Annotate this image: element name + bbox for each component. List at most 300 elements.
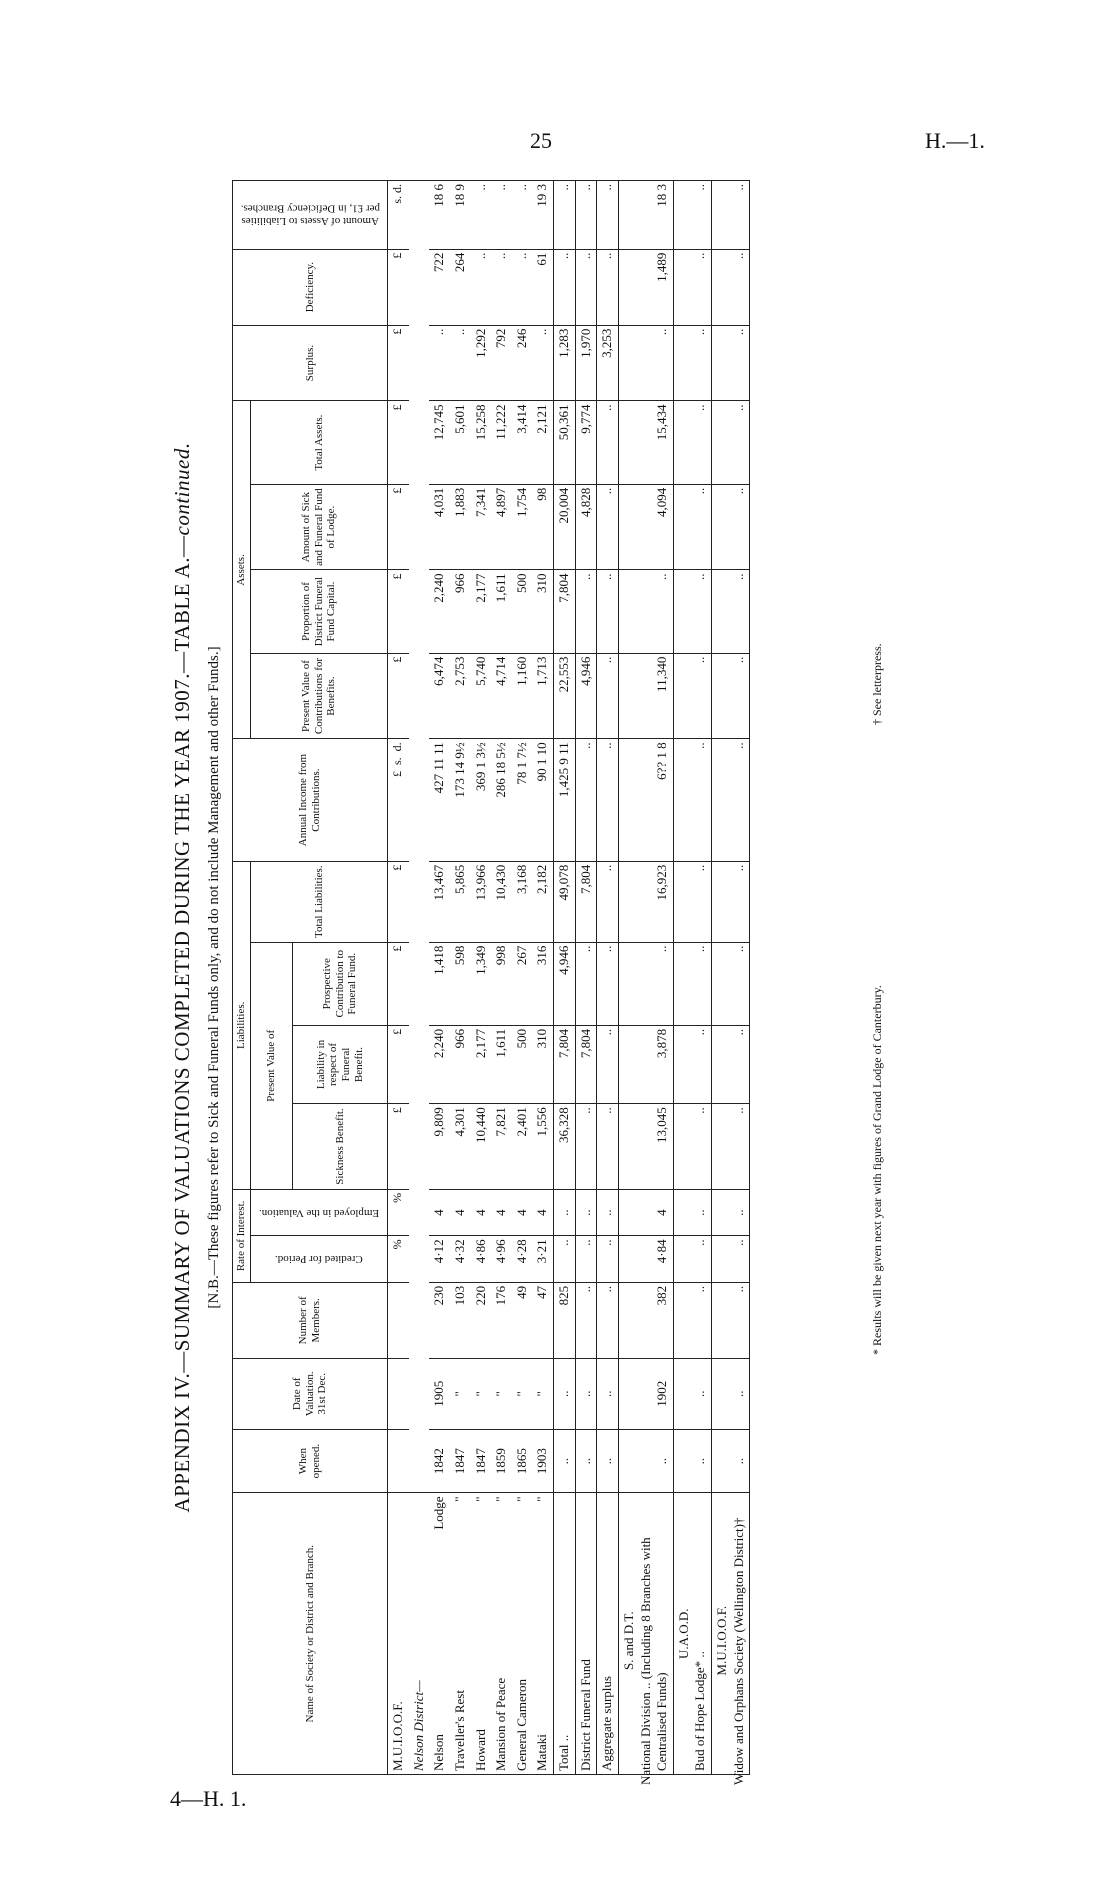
cell-employed: 4 bbox=[471, 1189, 492, 1236]
header-members: Number of Members. bbox=[233, 1282, 388, 1358]
cell-pv-contrib: .. bbox=[673, 653, 711, 739]
cell-deficiency: .. bbox=[512, 249, 533, 325]
unit-pct: % bbox=[388, 1236, 409, 1283]
cell-total-liab: .. bbox=[712, 861, 750, 942]
row-name bbox=[471, 1493, 492, 1775]
cell-income: 78 1 7½ bbox=[512, 739, 533, 861]
cell-amount-lodge: .. bbox=[673, 484, 711, 570]
cell-members: 220 bbox=[471, 1282, 492, 1358]
district-name: Nelson District— bbox=[409, 1493, 430, 1775]
society-name: U.A.O.D. bbox=[675, 1608, 691, 1660]
cell-prop-district: 7,804 bbox=[554, 570, 576, 653]
page-reference: H.—1. bbox=[925, 128, 985, 153]
header-when-opened: When opened. bbox=[233, 1429, 388, 1493]
cell-pv-contrib: .. bbox=[597, 653, 619, 739]
cell-opened: .. bbox=[575, 1429, 597, 1493]
cell-sickness: 7,821 bbox=[491, 1104, 512, 1190]
cell-sickness: 2,401 bbox=[512, 1104, 533, 1190]
unit-pound: £ bbox=[388, 484, 409, 570]
cell-amount-assets: .. bbox=[673, 181, 711, 250]
cell-income: 286 18 5½ bbox=[491, 739, 512, 861]
entry-name: Bud of Hope Lodge* .. bbox=[692, 1651, 708, 1771]
header-name: Name of Society or District and Branch. bbox=[233, 1493, 388, 1775]
unit-s: s. bbox=[390, 757, 404, 766]
district-fund-row bbox=[575, 181, 597, 1775]
cell-members: 382 bbox=[618, 1282, 673, 1358]
header-rate-interest: Rate of Interest. bbox=[233, 1189, 251, 1282]
cell-total-assets: 9,774 bbox=[575, 401, 597, 484]
cell-total-liab: 3,168 bbox=[512, 861, 533, 942]
cell-deficiency: 61 bbox=[532, 249, 553, 325]
cell-prop-district: 310 bbox=[532, 570, 553, 653]
cell-pv-contrib: 22,553 bbox=[554, 653, 576, 739]
header-credited-text: Credited for Period. bbox=[274, 1253, 363, 1266]
header-prospective: Prospective Contribution to Funeral Fund. bbox=[292, 942, 387, 1025]
cell-surplus: .. bbox=[450, 325, 471, 401]
cell-amount-lodge: 98 bbox=[532, 484, 553, 570]
header-employed-text: Employed in the Valuation. bbox=[258, 1206, 379, 1219]
branch-row bbox=[450, 181, 471, 1775]
entry-suffix: Lodge bbox=[431, 1496, 447, 1530]
cell-amount-lodge: .. bbox=[712, 484, 750, 570]
entry-suffix: " bbox=[472, 1496, 488, 1502]
cell-credited: 4·12 bbox=[429, 1236, 450, 1283]
cell-employed: .. bbox=[597, 1189, 619, 1236]
header-assets: Assets. bbox=[233, 401, 251, 739]
cell-liab-funeral: 2,177 bbox=[471, 1025, 492, 1103]
cell-credited: 4·86 bbox=[471, 1236, 492, 1283]
cell-opened: .. bbox=[712, 1429, 750, 1493]
header-proportion-district: Proportion of District Funeral Fund Capital. bbox=[250, 570, 387, 653]
cell-employed: 4 bbox=[450, 1189, 471, 1236]
cell-total-liab: 2,182 bbox=[532, 861, 553, 942]
header-present-value: Present Value of bbox=[250, 942, 292, 1189]
cell-total-assets: 5,601 bbox=[450, 401, 471, 484]
cell-total-liab: 13,467 bbox=[429, 861, 450, 942]
entry-suffix: " bbox=[534, 1496, 550, 1502]
cell-total-assets: 50,361 bbox=[554, 401, 576, 484]
cell-total-assets: .. bbox=[712, 401, 750, 484]
cell-amount-assets: .. bbox=[712, 181, 750, 250]
cell-deficiency: .. bbox=[491, 249, 512, 325]
unit-pound: £ bbox=[390, 771, 404, 778]
cell-surplus: 1,970 bbox=[575, 325, 597, 401]
cell-employed: 4 bbox=[512, 1189, 533, 1236]
cell-date: .. bbox=[712, 1358, 750, 1429]
cell-sickness: 9,809 bbox=[429, 1104, 450, 1190]
unit-pound: £ bbox=[388, 1025, 409, 1103]
entry-name: Total .. bbox=[556, 1734, 571, 1771]
cell-opened: 1847 bbox=[450, 1429, 471, 1493]
entry-suffix: " bbox=[451, 1496, 467, 1502]
row-name bbox=[512, 1493, 533, 1775]
unit-d: d. bbox=[390, 184, 404, 193]
cell-date: " bbox=[512, 1358, 533, 1429]
cell-prop-district: .. bbox=[673, 570, 711, 653]
society-name: S. and D.T. bbox=[620, 1611, 636, 1671]
cell-pv-contrib: 5,740 bbox=[471, 653, 492, 739]
unit-cell bbox=[388, 1282, 409, 1358]
branch-row bbox=[491, 181, 512, 1775]
cell-prospective: 316 bbox=[532, 942, 553, 1025]
cell-total-liab: 7,804 bbox=[575, 861, 597, 942]
cell-opened: .. bbox=[597, 1429, 619, 1493]
unit-d: d. bbox=[390, 742, 404, 752]
aggregate-row bbox=[597, 181, 619, 1775]
cell-sickness: 10,440 bbox=[471, 1104, 492, 1190]
sdt-row bbox=[618, 181, 673, 1775]
district-heading-row bbox=[409, 181, 430, 1775]
header-amount-sick-funeral: Amount of Sick and Funeral Fund of Lodge. bbox=[250, 484, 387, 570]
cell-income: 90 1 10 bbox=[532, 739, 553, 861]
row-name bbox=[532, 1493, 553, 1775]
cell-total-assets: 15,434 bbox=[618, 401, 673, 484]
header-pv-contributions: Present Value of Contributions for Benefits. bbox=[250, 653, 387, 739]
row-name bbox=[429, 1493, 450, 1775]
cell-surplus: 1,283 bbox=[554, 325, 576, 401]
cell-opened: 1859 bbox=[491, 1429, 512, 1493]
cell-credited: .. bbox=[712, 1236, 750, 1283]
cell-surplus: .. bbox=[618, 325, 673, 401]
cell-total-liab: 16,923 bbox=[618, 861, 673, 942]
cell-liab-funeral: 1,611 bbox=[491, 1025, 512, 1103]
cell-liab-funeral: 3,878 bbox=[618, 1025, 673, 1103]
cell-opened: 1847 bbox=[471, 1429, 492, 1493]
cell-deficiency: 1,489 bbox=[618, 249, 673, 325]
cell-liab-funeral: 7,804 bbox=[554, 1025, 576, 1103]
header-total-assets: Total Assets. bbox=[250, 401, 387, 484]
cell-amount-assets: 18 9 bbox=[450, 181, 471, 250]
cell-opened: 1865 bbox=[512, 1429, 533, 1493]
header-credited bbox=[250, 1236, 387, 1283]
row-name bbox=[597, 1493, 619, 1775]
footnote-star: * Results will be given next year with figures of Grand Lodge of Canterbury. bbox=[870, 985, 884, 1355]
cell-opened: .. bbox=[554, 1429, 576, 1493]
cell-sickness: 13,045 bbox=[618, 1104, 673, 1190]
cell-credited: 4·28 bbox=[512, 1236, 533, 1283]
cell-prospective: .. bbox=[575, 942, 597, 1025]
cell-total-assets: .. bbox=[673, 401, 711, 484]
cell-prop-district: 500 bbox=[512, 570, 533, 653]
cell-members: 49 bbox=[512, 1282, 533, 1358]
table-note: [N.B.—These figures refer to Sick and Funeral Funds only, and do not include Management and other Funds.] bbox=[206, 646, 222, 1309]
cell-amount-assets: .. bbox=[471, 181, 492, 250]
cell-prospective: 1,418 bbox=[429, 942, 450, 1025]
cell-prop-district: 2,240 bbox=[429, 570, 450, 653]
cell-amount-lodge: 7,341 bbox=[471, 484, 492, 570]
header-liabilities: Liabilities. bbox=[233, 861, 251, 1189]
cell-date: 1902 bbox=[618, 1358, 673, 1429]
cell-pv-contrib: 1,160 bbox=[512, 653, 533, 739]
cell-pv-contrib: 4,946 bbox=[575, 653, 597, 739]
footnote-dagger: † See letterpress. bbox=[870, 643, 884, 725]
row-name bbox=[712, 1493, 750, 1785]
unit-pound: £ bbox=[388, 325, 409, 401]
cell-sickness: 1,556 bbox=[532, 1104, 553, 1190]
cell-prospective: .. bbox=[673, 942, 711, 1025]
cell-amount-lodge: 1,883 bbox=[450, 484, 471, 570]
cell-date: " bbox=[471, 1358, 492, 1429]
cell-employed: .. bbox=[673, 1189, 711, 1236]
cell-total-assets: 15,258 bbox=[471, 401, 492, 484]
cell-date: .. bbox=[673, 1358, 711, 1429]
cell-date: 1905 bbox=[429, 1358, 450, 1429]
cell-total-assets: 3,414 bbox=[512, 401, 533, 484]
cell-amount-lodge: 4,897 bbox=[491, 484, 512, 570]
cell-prospective: 998 bbox=[491, 942, 512, 1025]
cell-members: .. bbox=[712, 1282, 750, 1358]
cell-date: " bbox=[532, 1358, 553, 1429]
cell-members: .. bbox=[673, 1282, 711, 1358]
entry-suffix: " bbox=[513, 1496, 529, 1502]
cell-surplus: 246 bbox=[512, 325, 533, 401]
cell-liab-funeral: 2,240 bbox=[429, 1025, 450, 1103]
entry-name: District Funeral Fund bbox=[577, 1659, 593, 1771]
cell-credited: 3·21 bbox=[532, 1236, 553, 1283]
cell-total-liab: 49,078 bbox=[554, 861, 576, 942]
cell-total-liab: 5,865 bbox=[450, 861, 471, 942]
cell-deficiency: .. bbox=[575, 249, 597, 325]
cell-liab-funeral: 966 bbox=[450, 1025, 471, 1103]
row-name bbox=[491, 1493, 512, 1775]
entry-name: National Division .. (Including 8 Branches with Centralised Funds) bbox=[637, 1537, 670, 1785]
cell-prop-district: .. bbox=[618, 570, 673, 653]
cell-deficiency: .. bbox=[597, 249, 619, 325]
cell-liab-funeral: 7,804 bbox=[575, 1025, 597, 1103]
header-date-valuation: Date of Valuation. 31st Dec. bbox=[233, 1358, 388, 1429]
title-main: APPENDIX IV.—SUMMARY OF VALUATIONS COMPLETED DURING THE YEAR 1907.—TABLE A.— bbox=[170, 535, 194, 1513]
cell-pv-contrib: 2,753 bbox=[450, 653, 471, 739]
cell-income: 427 11 11 bbox=[429, 739, 450, 861]
cell-sickness: .. bbox=[597, 1104, 619, 1190]
branch-row bbox=[512, 181, 533, 1775]
cell-date: .. bbox=[597, 1358, 619, 1429]
cell-total-assets: .. bbox=[597, 401, 619, 484]
cell-liab-funeral: .. bbox=[712, 1025, 750, 1103]
cell-amount-lodge: .. bbox=[597, 484, 619, 570]
cell-members: .. bbox=[575, 1282, 597, 1358]
row-name bbox=[673, 1493, 711, 1775]
cell-employed: .. bbox=[554, 1189, 576, 1236]
cell-credited: .. bbox=[554, 1236, 576, 1283]
unit-pound: £ bbox=[388, 570, 409, 653]
rotated-table-block bbox=[170, 180, 930, 1785]
cell-surplus: 792 bbox=[491, 325, 512, 401]
cell-sickness: .. bbox=[575, 1104, 597, 1190]
cell-credited: .. bbox=[575, 1236, 597, 1283]
cell-opened: 1842 bbox=[429, 1429, 450, 1493]
cell-prop-district: .. bbox=[597, 570, 619, 653]
unit-pound: £ bbox=[388, 861, 409, 942]
cell-prospective: .. bbox=[712, 942, 750, 1025]
cell-credited: 4·32 bbox=[450, 1236, 471, 1283]
branch-row bbox=[471, 181, 492, 1775]
cell-credited: 4·84 bbox=[618, 1236, 673, 1283]
cell-total-liab: .. bbox=[673, 861, 711, 942]
unit-cell bbox=[388, 1358, 409, 1429]
valuation-table bbox=[232, 180, 750, 1785]
header-total-liabilities: Total Liabilities. bbox=[250, 861, 387, 942]
unit-pound: £ bbox=[388, 653, 409, 739]
cell-employed: 4 bbox=[618, 1189, 673, 1236]
entry-name: Traveller's Rest bbox=[451, 1690, 467, 1771]
cell-credited: .. bbox=[597, 1236, 619, 1283]
cell-opened: .. bbox=[618, 1429, 673, 1493]
cell-members: 825 bbox=[554, 1282, 576, 1358]
cell-date: " bbox=[450, 1358, 471, 1429]
cell-prospective: .. bbox=[597, 942, 619, 1025]
header-deficiency: Deficiency. bbox=[233, 249, 388, 325]
cell-surplus: .. bbox=[712, 325, 750, 401]
cell-amount-assets: .. bbox=[491, 181, 512, 250]
cell-prop-district: .. bbox=[575, 570, 597, 653]
cell-opened: 1903 bbox=[532, 1429, 553, 1493]
unit-pound: £ bbox=[388, 942, 409, 1025]
cell-deficiency: .. bbox=[673, 249, 711, 325]
cell-amount-lodge: 1,754 bbox=[512, 484, 533, 570]
district-heading-fill bbox=[409, 181, 430, 1493]
cell-deficiency: 264 bbox=[450, 249, 471, 325]
cell-credited: .. bbox=[673, 1236, 711, 1283]
cell-amount-assets: .. bbox=[597, 181, 619, 250]
cell-amount-assets: 18 6 bbox=[429, 181, 450, 250]
header-annual-income: Annual Income from Contributions. bbox=[233, 739, 388, 861]
branch-row bbox=[532, 181, 553, 1775]
header-sickness: Sickness Benefit. bbox=[292, 1104, 387, 1190]
cell-prospective: .. bbox=[618, 942, 673, 1025]
cell-amount-assets: 18 3 bbox=[618, 181, 673, 250]
row-name bbox=[618, 1493, 673, 1785]
cell-income: .. bbox=[597, 739, 619, 861]
entry-suffix: " bbox=[493, 1496, 509, 1502]
entry-name: Aggregate surplus bbox=[599, 1676, 615, 1771]
unit-pound: £ bbox=[388, 401, 409, 484]
unit-cell bbox=[388, 1429, 409, 1493]
entry-name: General Cameron bbox=[513, 1678, 529, 1771]
units-row bbox=[388, 181, 409, 1775]
row-name bbox=[554, 1493, 576, 1775]
title-continued: continued. bbox=[170, 442, 194, 536]
cell-pv-contrib: 1,713 bbox=[532, 653, 553, 739]
cell-income: .. bbox=[712, 739, 750, 861]
branch-row bbox=[429, 181, 450, 1775]
cell-total-liab: 10,430 bbox=[491, 861, 512, 942]
society-mu: M.U.I.O.O.F. bbox=[388, 1493, 409, 1775]
cell-liab-funeral: 310 bbox=[532, 1025, 553, 1103]
cell-amount-lodge: 4,031 bbox=[429, 484, 450, 570]
cell-amount-assets: 19 3 bbox=[532, 181, 553, 250]
cell-pv-contrib: 6,474 bbox=[429, 653, 450, 739]
cell-surplus: .. bbox=[429, 325, 450, 401]
cell-prop-district: .. bbox=[712, 570, 750, 653]
total-row bbox=[554, 181, 576, 1775]
cell-amount-assets: .. bbox=[554, 181, 576, 250]
unit-pct: % bbox=[388, 1189, 409, 1236]
unit-s: s. bbox=[390, 196, 404, 204]
cell-total-assets: 11,222 bbox=[491, 401, 512, 484]
cell-employed: 4 bbox=[429, 1189, 450, 1236]
uaod-row bbox=[673, 181, 711, 1775]
cell-members: 103 bbox=[450, 1282, 471, 1358]
cell-prop-district: 1,611 bbox=[491, 570, 512, 653]
header-amount-assets-text: Amount of Assets to Liabilities per £1, in Deficiency Branches. bbox=[240, 202, 380, 228]
entry-name: Widow and Orphans Society (Wellington District)† bbox=[730, 1517, 746, 1785]
page-signature: 4—H. 1. bbox=[170, 1786, 247, 1811]
entry-name: Mataki bbox=[534, 1734, 550, 1771]
cell-pv-contrib: 11,340 bbox=[618, 653, 673, 739]
unit-pound: £ bbox=[388, 249, 409, 325]
cell-prop-district: 2,177 bbox=[471, 570, 492, 653]
cell-income: 6?? 1 8 bbox=[618, 739, 673, 861]
cell-sickness: .. bbox=[712, 1104, 750, 1190]
cell-members: .. bbox=[597, 1282, 619, 1358]
cell-total-liab: .. bbox=[597, 861, 619, 942]
header-amount-assets bbox=[233, 181, 388, 250]
header-liability-funeral: Liability in respect of Funeral Benefit. bbox=[292, 1025, 387, 1103]
cell-surplus: 1,292 bbox=[471, 325, 492, 401]
cell-amount-lodge: 20,004 bbox=[554, 484, 576, 570]
entry-name: Howard bbox=[472, 1729, 488, 1771]
cell-members: 47 bbox=[532, 1282, 553, 1358]
cell-amount-assets: .. bbox=[575, 181, 597, 250]
entry-name: Nelson bbox=[431, 1734, 447, 1771]
cell-date: .. bbox=[575, 1358, 597, 1429]
unit-lsd bbox=[388, 739, 409, 861]
cell-pv-contrib: .. bbox=[712, 653, 750, 739]
cell-employed: 4 bbox=[491, 1189, 512, 1236]
cell-income: 369 1 3½ bbox=[471, 739, 492, 861]
cell-employed: 4 bbox=[532, 1189, 553, 1236]
cell-credited: 4·96 bbox=[491, 1236, 512, 1283]
cell-amount-assets: .. bbox=[512, 181, 533, 250]
cell-employed: .. bbox=[712, 1189, 750, 1236]
cell-prospective: 267 bbox=[512, 942, 533, 1025]
cell-surplus: .. bbox=[532, 325, 553, 401]
cell-date: .. bbox=[554, 1358, 576, 1429]
header-surplus: Surplus. bbox=[233, 325, 388, 401]
cell-surplus: .. bbox=[673, 325, 711, 401]
cell-prospective: 598 bbox=[450, 942, 471, 1025]
cell-amount-lodge: 4,094 bbox=[618, 484, 673, 570]
cell-deficiency: 722 bbox=[429, 249, 450, 325]
cell-prospective: 4,946 bbox=[554, 942, 576, 1025]
cell-sickness: 36,328 bbox=[554, 1104, 576, 1190]
table-title bbox=[170, 180, 195, 1775]
unit-sd bbox=[388, 181, 409, 250]
cell-employed: .. bbox=[575, 1189, 597, 1236]
cell-sickness: 4,301 bbox=[450, 1104, 471, 1190]
row-name bbox=[575, 1493, 597, 1775]
cell-deficiency: .. bbox=[471, 249, 492, 325]
society-name: M.U.I.O.O.F. bbox=[714, 1605, 729, 1676]
widow-row bbox=[712, 181, 750, 1775]
cell-opened: .. bbox=[673, 1429, 711, 1493]
unit-pound: £ bbox=[388, 1104, 409, 1190]
cell-liab-funeral: .. bbox=[597, 1025, 619, 1103]
cell-total-assets: 2,121 bbox=[532, 401, 553, 484]
cell-income: 173 14 9½ bbox=[450, 739, 471, 861]
cell-deficiency: .. bbox=[554, 249, 576, 325]
cell-amount-lodge: 4,828 bbox=[575, 484, 597, 570]
cell-liab-funeral: 500 bbox=[512, 1025, 533, 1103]
page-number: 25 bbox=[530, 128, 552, 153]
cell-liab-funeral: .. bbox=[673, 1025, 711, 1103]
cell-sickness: .. bbox=[673, 1104, 711, 1190]
cell-pv-contrib: 4,714 bbox=[491, 653, 512, 739]
row-name bbox=[450, 1493, 471, 1775]
cell-total-assets: 12,745 bbox=[429, 401, 450, 484]
cell-date: " bbox=[491, 1358, 512, 1429]
